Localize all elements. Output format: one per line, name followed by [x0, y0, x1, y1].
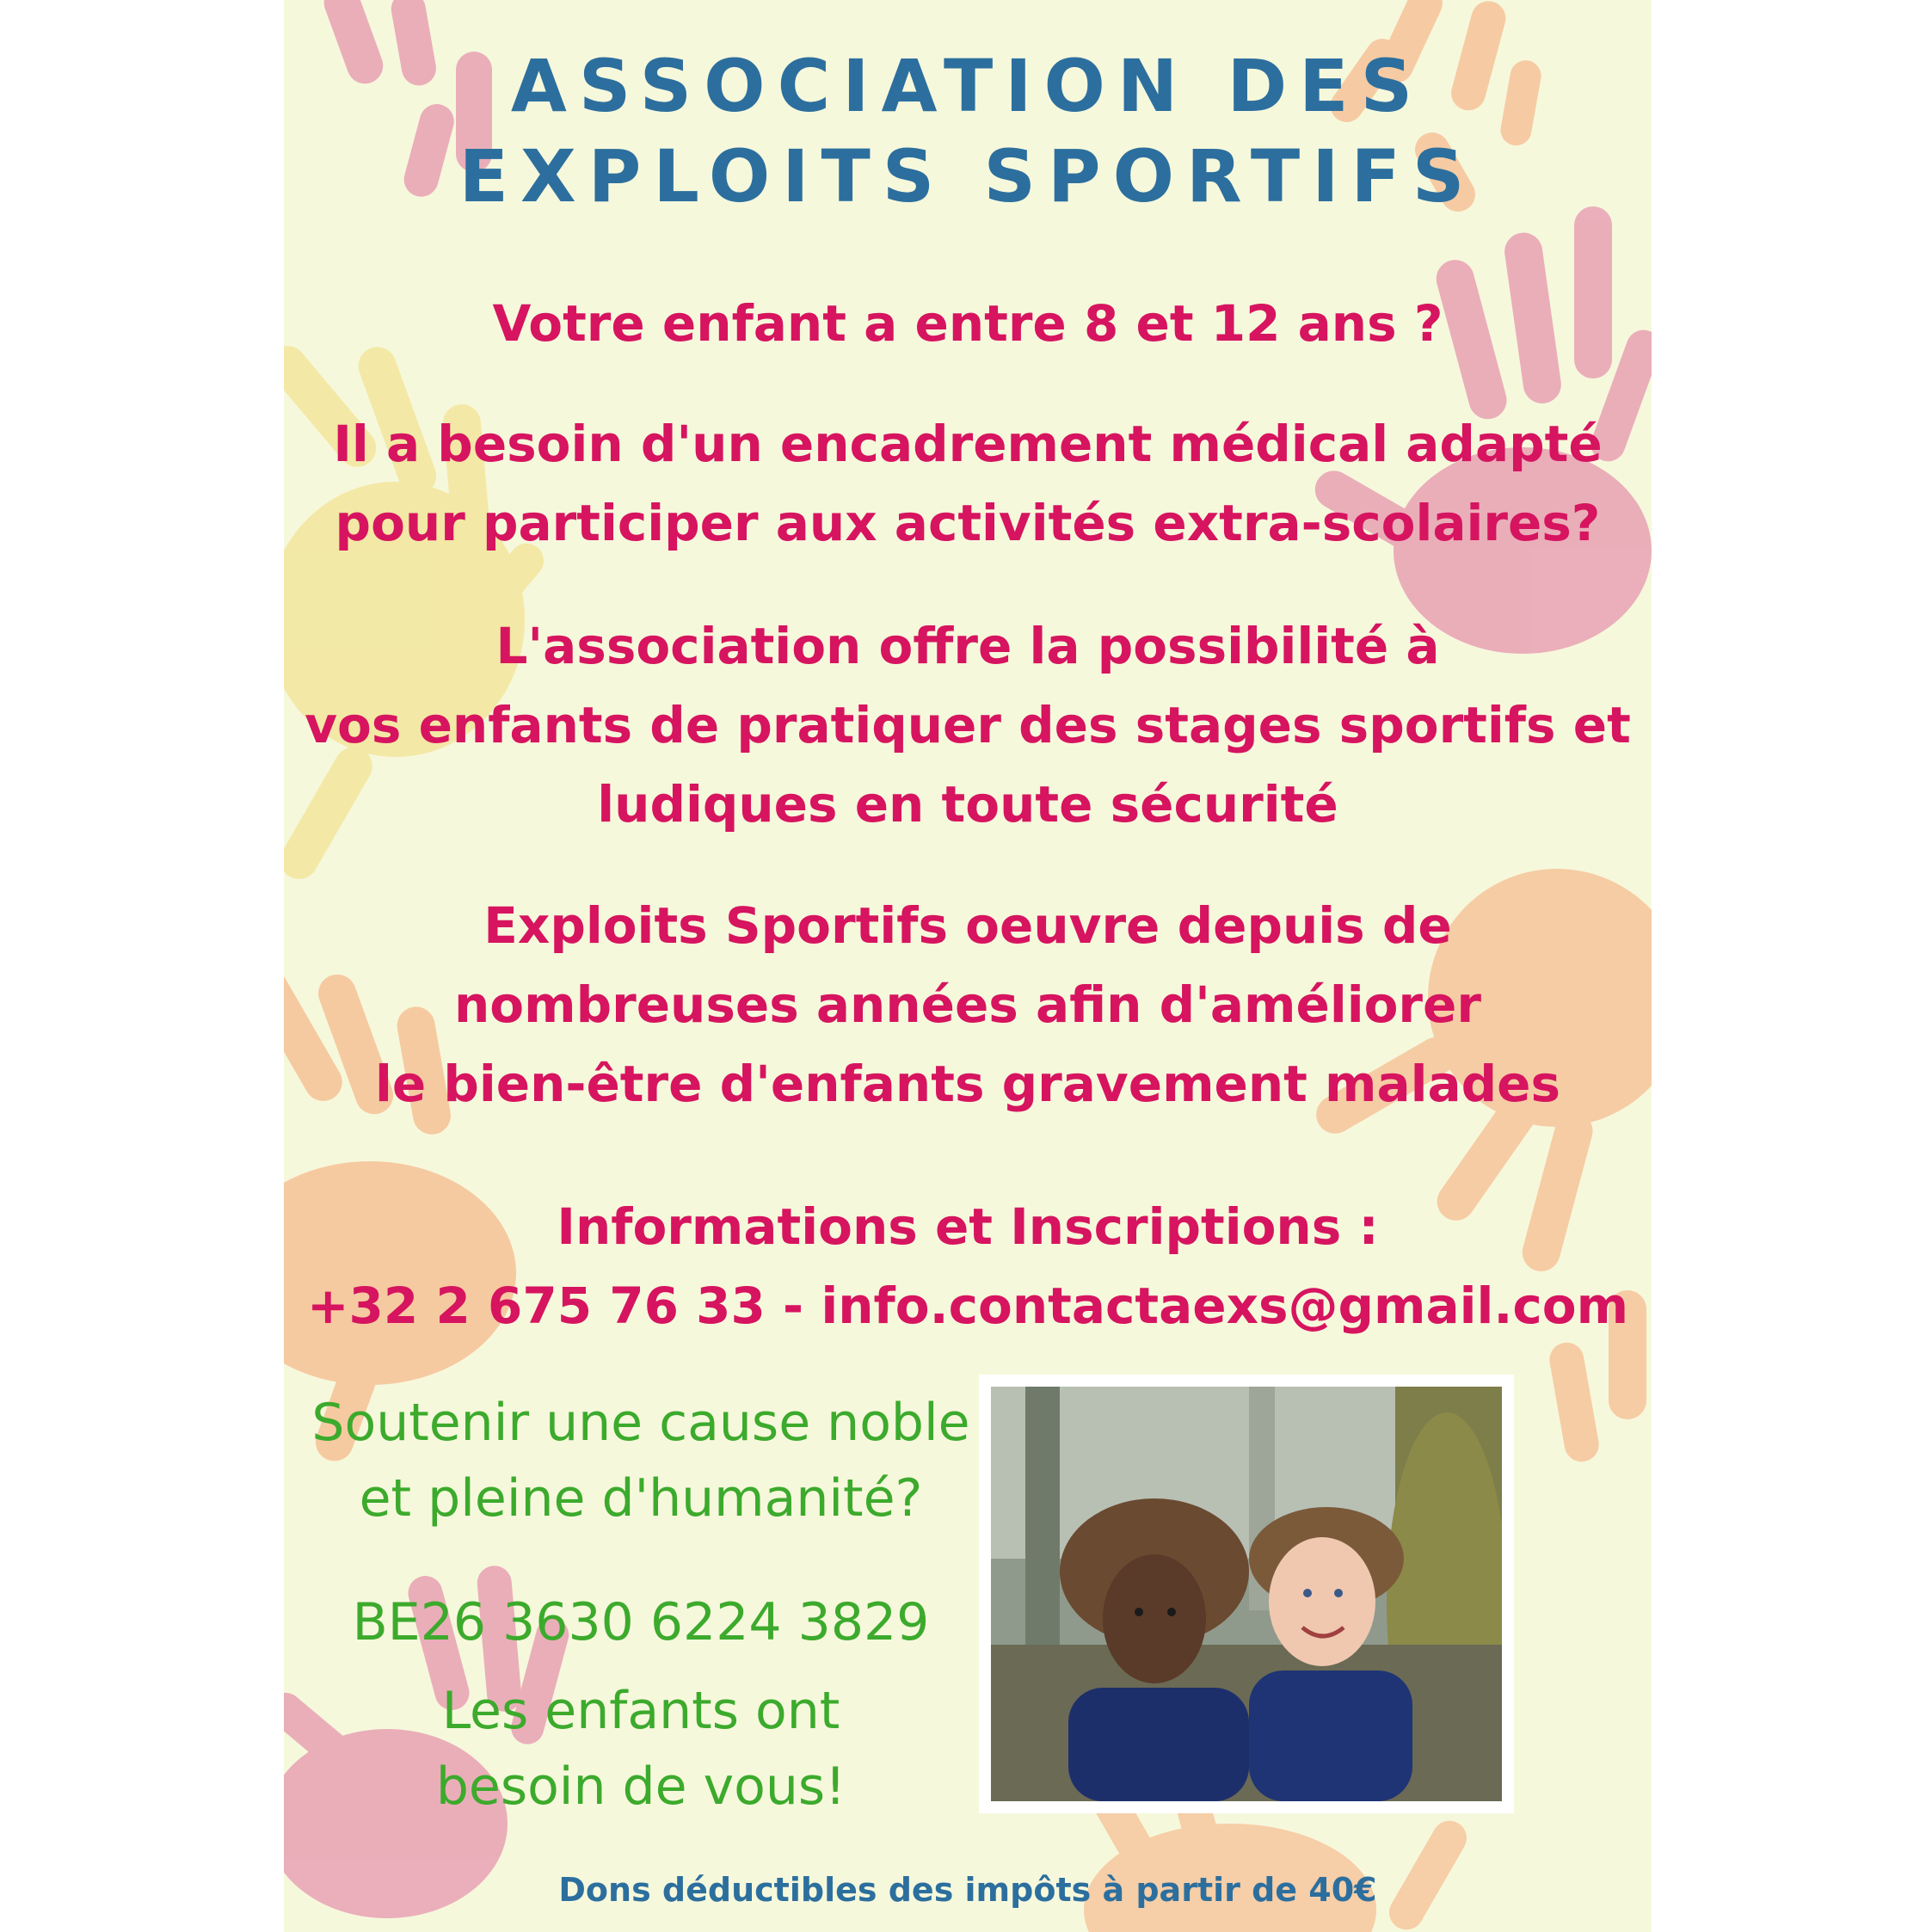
support-call-line-1: Les enfants ont — [441, 1681, 840, 1741]
offer-paragraph — [284, 606, 1652, 844]
age-question-text: Votre enfant a entre 8 et 12 ans ? — [492, 294, 1443, 353]
title-line-1: ASSOCIATION DES — [510, 44, 1425, 128]
poster — [284, 0, 1652, 1932]
medical-need-line-1: Il a besoin d'un encadrement médical adapté — [333, 415, 1603, 473]
bank-account-number — [284, 1584, 998, 1660]
contact-details: +32 2 675 76 33 - info.contactaexs@gmail.com — [306, 1277, 1629, 1335]
offer-line-1: L'association offre la possibilité à — [495, 617, 1440, 675]
medical-need-paragraph — [284, 404, 1652, 563]
contact-paragraph — [284, 1187, 1652, 1345]
mission-paragraph — [284, 886, 1652, 1123]
iban-text: BE26 3630 6224 3829 — [352, 1592, 930, 1652]
offer-line-2: vos enfants de pratiquer des stages sportifs et — [305, 696, 1631, 754]
title-line-2: EXPLOITS SPORTIFS — [458, 134, 1477, 218]
children-photo — [991, 1387, 1502, 1801]
support-question-line-1: Soutenir une cause noble — [311, 1393, 970, 1453]
tax-deduction-note: Dons déductibles des impôts à partir de 40€ — [558, 1871, 1377, 1909]
support-call — [284, 1673, 998, 1824]
mission-line-2: nombreuses années afin d'améliorer — [454, 975, 1481, 1034]
support-call-line-2: besoin de vous! — [435, 1757, 846, 1817]
offer-line-3: ludiques en toute sécurité — [597, 775, 1338, 834]
support-question — [284, 1385, 998, 1536]
age-question — [284, 284, 1652, 363]
mission-line-3: le bien-être d'enfants gravement malades — [374, 1055, 1561, 1113]
support-question-line-2: et pleine d'humanité? — [359, 1468, 923, 1529]
children-photo-frame — [979, 1375, 1514, 1813]
contact-heading: Informations et Inscriptions : — [557, 1197, 1379, 1256]
medical-need-line-2: pour participer aux activités extra-scolaires? — [335, 494, 1601, 552]
mission-line-1: Exploits Sportifs oeuvre depuis de — [483, 896, 1452, 955]
poster-title — [284, 41, 1652, 222]
